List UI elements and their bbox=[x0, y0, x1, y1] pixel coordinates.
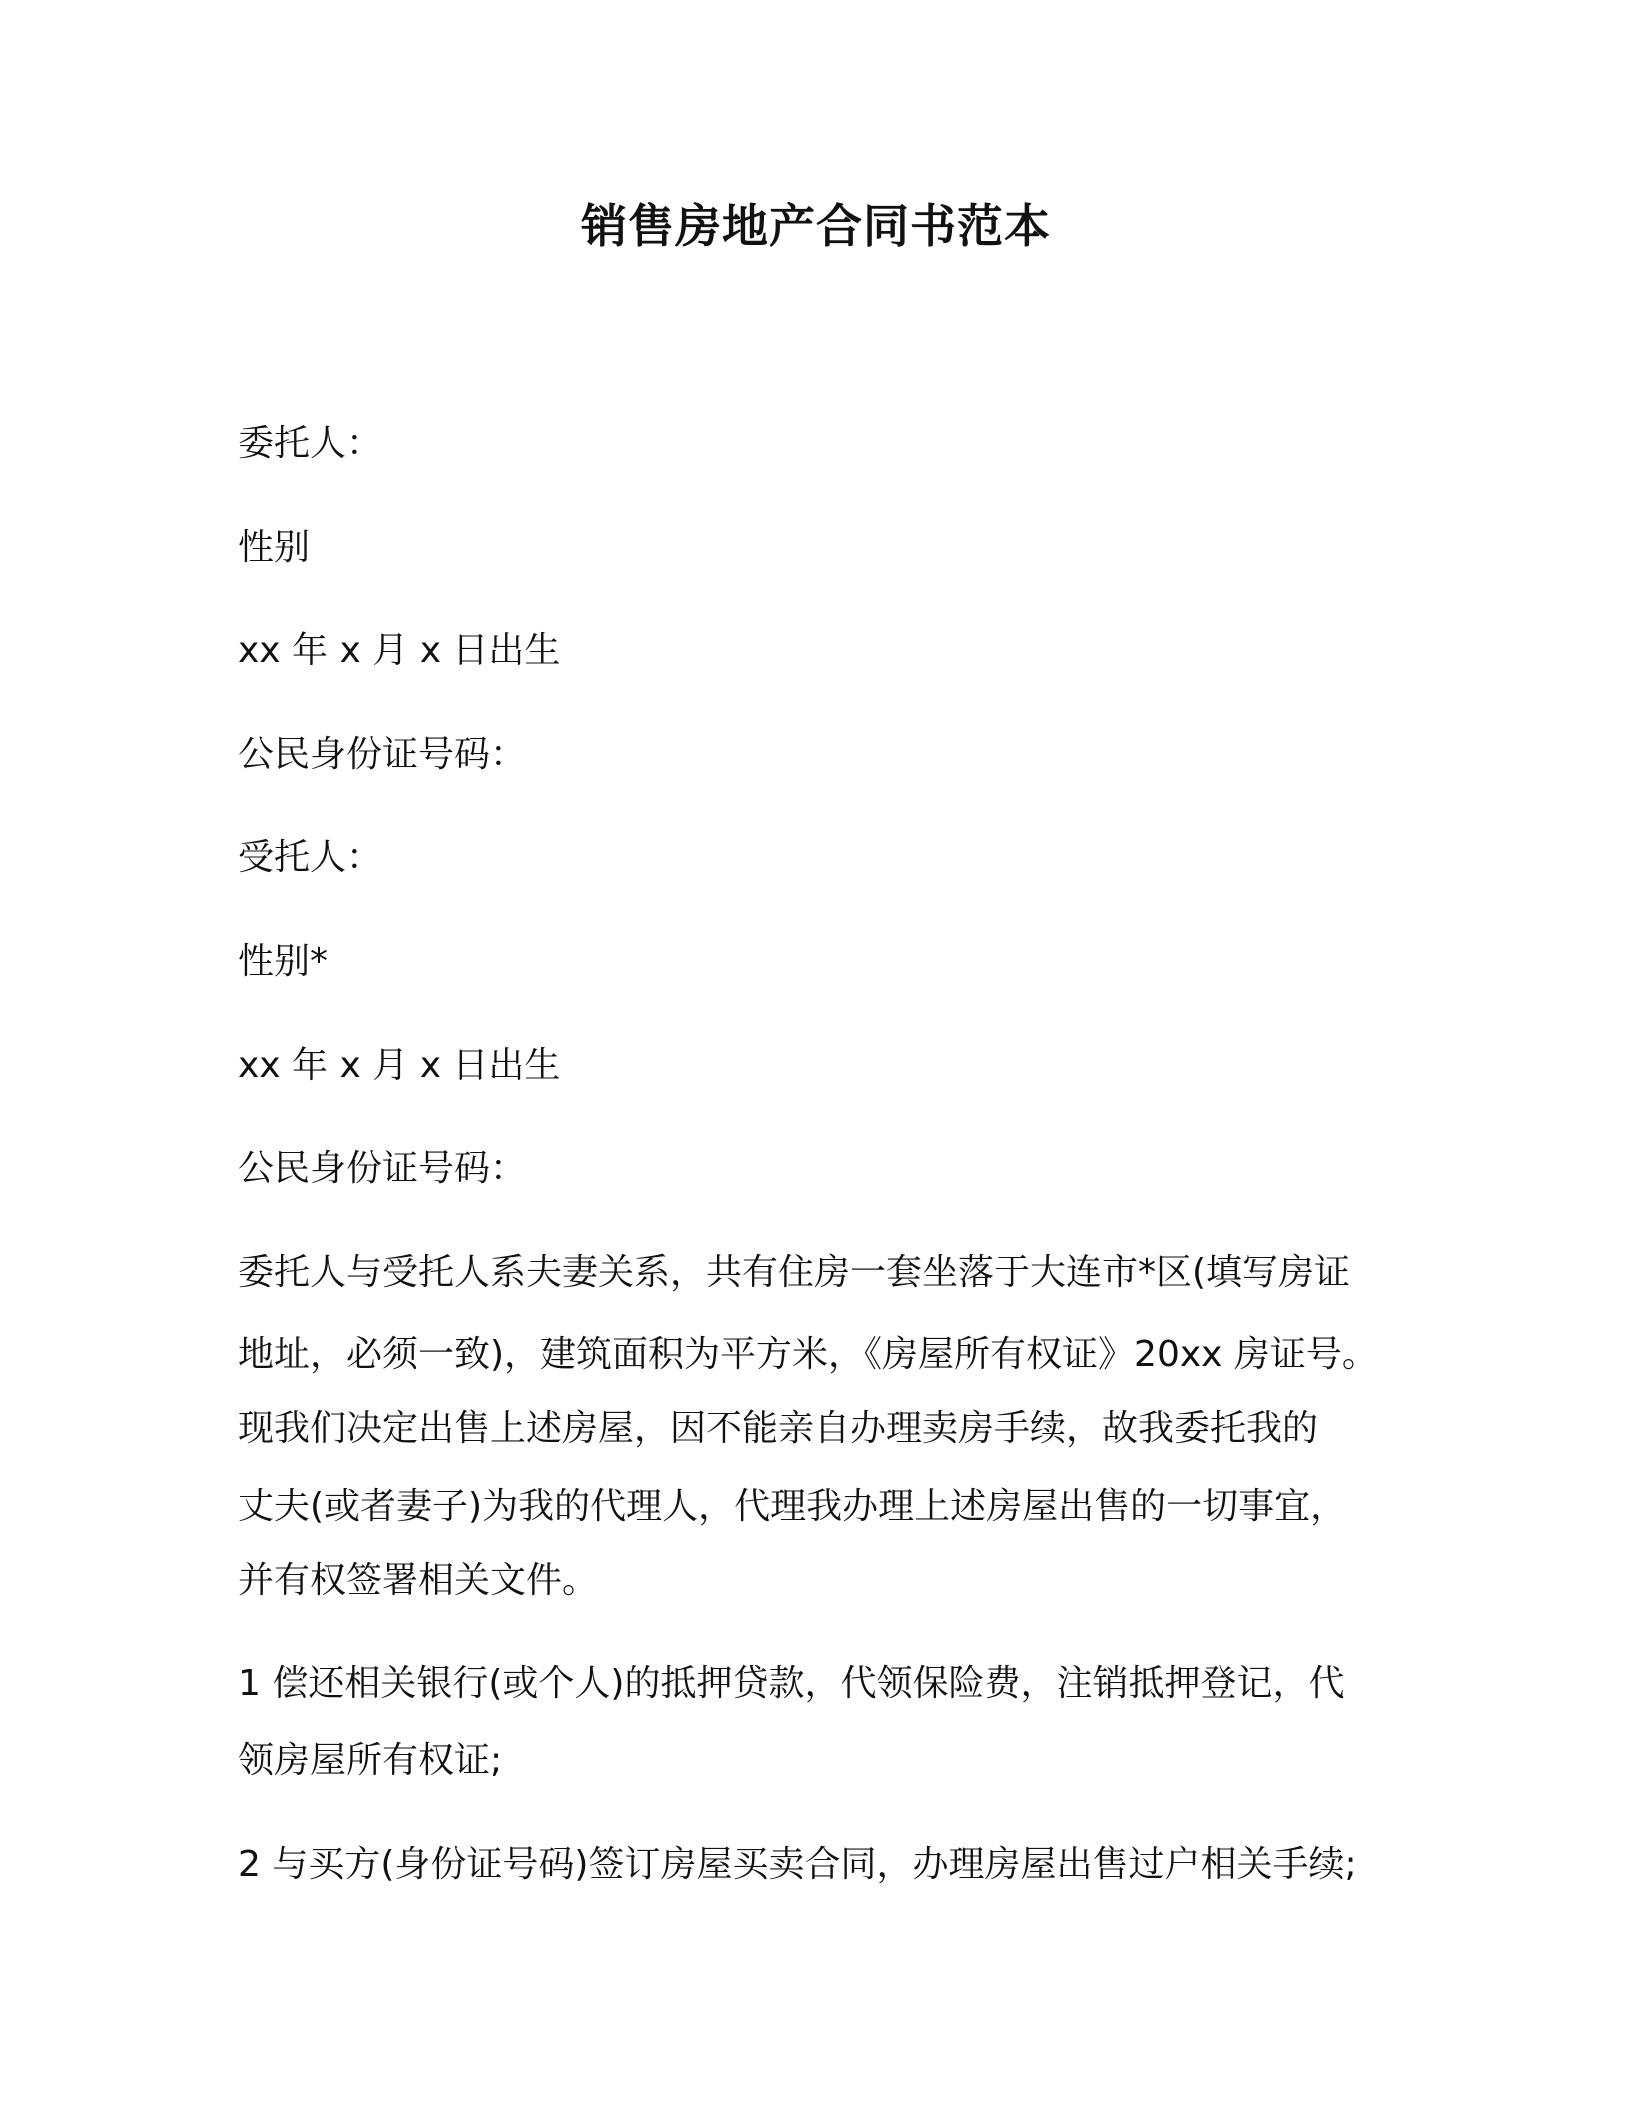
field-birthdate-principal: xx 年 x 月 x 日出生 bbox=[238, 630, 561, 671]
field-agent: 受托人： bbox=[238, 837, 383, 878]
field-id-number-principal: 公民身份证号码： bbox=[238, 734, 527, 775]
paragraph-line: 地址，必须一致)，建筑面积为平方米，《房屋所有权证》20xx 房证号。 bbox=[238, 1334, 1378, 1375]
list-item-1-line: 领房屋所有权证; bbox=[238, 1740, 503, 1781]
field-id-number-agent: 公民身份证号码： bbox=[238, 1148, 527, 1189]
paragraph-line: 委托人与受托人系夫妻关系，共有住房一套坐落于大连市*区(填写房证 bbox=[238, 1252, 1351, 1293]
list-item-1-line: 1 偿还相关银行(或个人)的抵押贷款，代领保险费，注销抵押登记，代 bbox=[238, 1663, 1345, 1704]
field-principal: 委托人： bbox=[238, 423, 383, 464]
paragraph-line: 丈夫(或者妻子)为我的代理人，代理我办理上述房屋出售的一切事宜， bbox=[238, 1486, 1347, 1527]
document-title: 销售房地产合同书范本 bbox=[581, 199, 1051, 253]
field-birthdate-agent: xx 年 x 月 x 日出生 bbox=[238, 1045, 561, 1086]
field-gender-agent: 性别* bbox=[238, 941, 329, 982]
paragraph-line: 并有权签署相关文件。 bbox=[238, 1560, 599, 1601]
list-item-2-line: 2 与买方(身份证号码)签订房屋买卖合同，办理房屋出售过户相关手续; bbox=[238, 1844, 1357, 1885]
paragraph-line: 现我们决定出售上述房屋，因不能亲自办理卖房手续，故我委托我的 bbox=[238, 1408, 1319, 1449]
field-gender-principal: 性别 bbox=[238, 527, 311, 568]
